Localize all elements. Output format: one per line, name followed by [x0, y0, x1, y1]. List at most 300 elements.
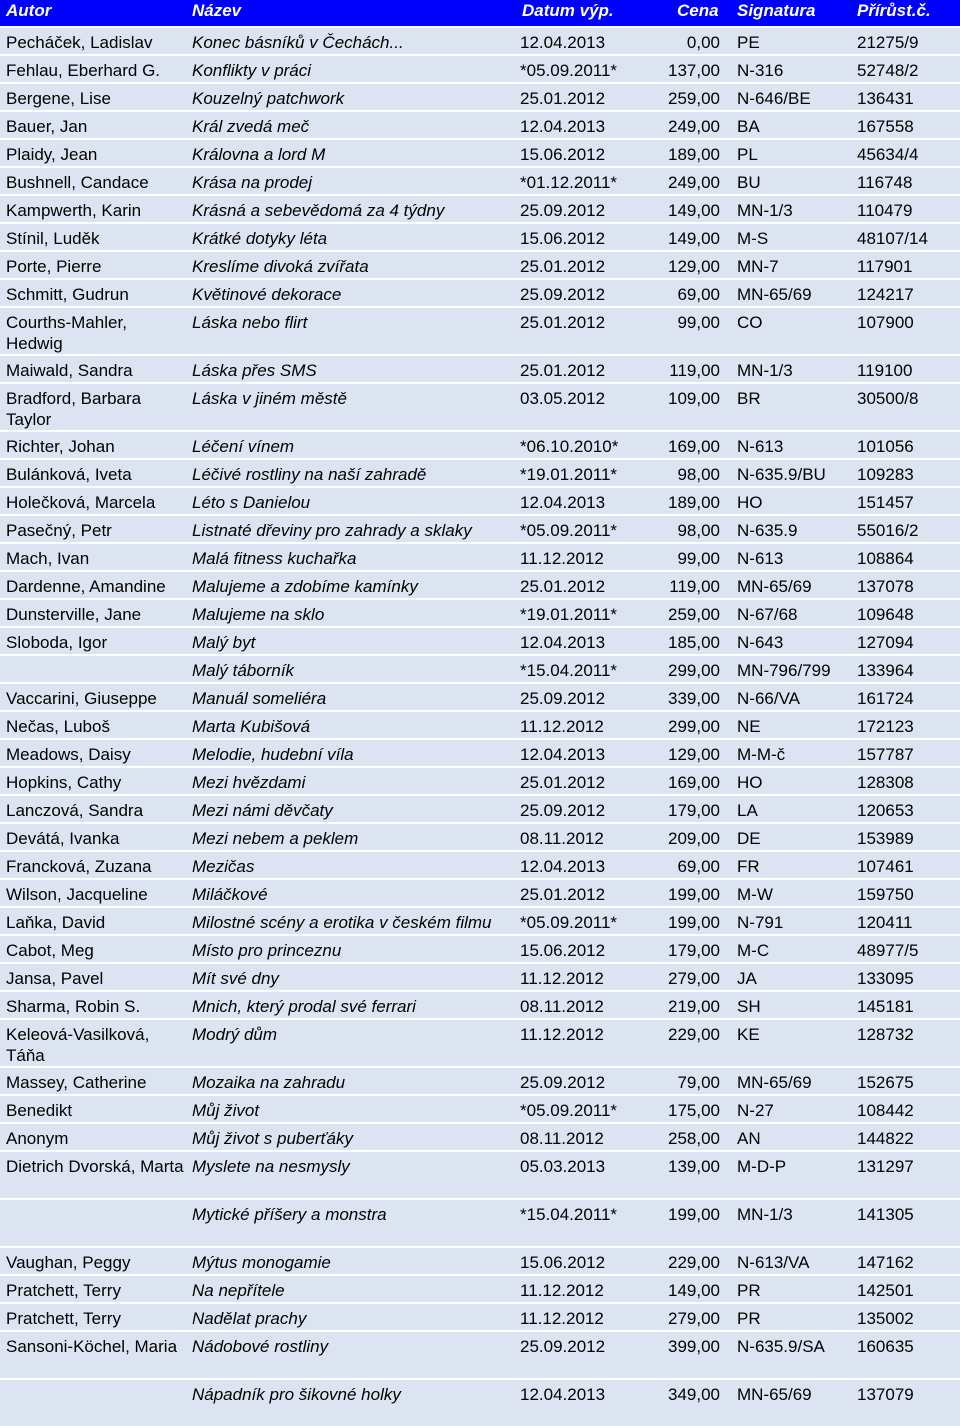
- header-author: Autor: [6, 1, 52, 20]
- date-cell: 25.09.2012: [520, 801, 606, 820]
- accession-cell: 145181: [857, 997, 914, 1016]
- date-cell: *05.09.2011*: [520, 1101, 618, 1120]
- signature-cell: SH: [737, 997, 761, 1016]
- signature-cell: N-643: [737, 633, 784, 652]
- title-cell: Myslete na nesmysly: [192, 1157, 350, 1176]
- author-cell: Massey, Catherine: [6, 1073, 147, 1092]
- title-cell: Mnich, který prodal své ferrari: [192, 997, 416, 1016]
- signature-cell: MN-1/3: [737, 201, 793, 220]
- accession-cell: 48107/14: [857, 229, 928, 248]
- price-cell: 149,00: [668, 229, 720, 248]
- author-cell: Fehlau, Eberhard G.: [6, 61, 161, 80]
- price-cell: 149,00: [668, 201, 720, 220]
- date-cell: *19.01.2011*: [520, 605, 618, 624]
- date-cell: *15.04.2011*: [520, 661, 618, 680]
- price-cell: 349,00: [668, 1385, 720, 1404]
- date-cell: 12.04.2013: [520, 857, 606, 876]
- accession-cell: 135002: [857, 1309, 914, 1328]
- signature-cell: HO: [737, 493, 763, 512]
- table-row: [0, 544, 960, 570]
- price-cell: 185,00: [668, 633, 720, 652]
- accession-cell: 117901: [857, 257, 913, 276]
- title-cell: Malá fitness kuchařka: [192, 549, 357, 568]
- author-cell: Pratchett, Terry: [6, 1309, 121, 1328]
- date-cell: *19.01.2011*: [520, 465, 618, 484]
- date-cell: 25.09.2012: [520, 1073, 606, 1092]
- signature-cell: KE: [737, 1025, 760, 1044]
- signature-cell: FR: [737, 857, 760, 876]
- table-row: [0, 712, 960, 738]
- title-cell: Nadělat prachy: [192, 1309, 307, 1328]
- accession-cell: 160635: [857, 1337, 914, 1356]
- table-row: [0, 992, 960, 1018]
- price-cell: 189,00: [668, 493, 720, 512]
- accession-cell: 45634/4: [857, 145, 919, 164]
- price-cell: 279,00: [668, 969, 720, 988]
- table-row: [0, 1124, 960, 1150]
- date-cell: 12.04.2013: [520, 493, 606, 512]
- accession-cell: 153989: [857, 829, 914, 848]
- table-row: [0, 1276, 960, 1302]
- title-cell: Nápadník pro šikovné holky: [192, 1385, 401, 1404]
- table-row: [0, 572, 960, 598]
- title-cell: Král zvedá meč: [192, 117, 310, 136]
- date-cell: 11.12.2012: [520, 969, 604, 988]
- signature-cell: N-635.9/SA: [737, 1337, 825, 1356]
- signature-cell: NE: [737, 717, 761, 736]
- title-cell: Konec básníků v Čechách...: [192, 33, 404, 52]
- accession-cell: 137078: [857, 577, 914, 596]
- table-row: [0, 600, 960, 626]
- price-cell: 189,00: [668, 145, 720, 164]
- date-cell: 15.06.2012: [520, 145, 606, 164]
- price-cell: 129,00: [668, 745, 720, 764]
- title-cell: Marta Kubišová: [192, 717, 311, 736]
- author-cell: Bushnell, Candace: [6, 173, 149, 192]
- table-row: [0, 84, 960, 110]
- table-row: [0, 1020, 960, 1066]
- signature-cell: MN-1/3: [737, 361, 793, 380]
- signature-cell: PE: [737, 33, 760, 52]
- signature-cell: N-635.9/BU: [737, 465, 826, 484]
- accession-cell: 52748/2: [857, 61, 919, 80]
- price-cell: 98,00: [677, 465, 720, 484]
- table-row: [0, 964, 960, 990]
- accession-cell: 151457: [857, 493, 914, 512]
- signature-cell: DE: [737, 829, 761, 848]
- signature-cell: N-646/BE: [737, 89, 811, 108]
- table-row: [0, 1248, 960, 1274]
- signature-cell: M-M-č: [737, 745, 786, 764]
- title-cell: Krátké dotyky léta: [192, 229, 328, 248]
- author-cell: Keleová-Vasilková, Táňa: [6, 1025, 150, 1065]
- signature-cell: AN: [737, 1129, 761, 1148]
- price-cell: 169,00: [668, 773, 720, 792]
- price-cell: 79,00: [677, 1073, 720, 1092]
- accession-cell: 147162: [857, 1253, 914, 1272]
- title-cell: Láska v jiném městě: [192, 389, 347, 408]
- title-cell: Léčení vínem: [192, 437, 295, 456]
- title-cell: Mít své dny: [192, 969, 279, 988]
- accession-cell: 167558: [857, 117, 914, 136]
- title-cell: Květinové dekorace: [192, 285, 342, 304]
- accession-cell: 124217: [857, 285, 914, 304]
- title-cell: Kouzelný patchwork: [192, 89, 345, 108]
- date-cell: 11.12.2012: [520, 1281, 604, 1300]
- table-row: [0, 516, 960, 542]
- title-cell: Mýtus monogamie: [192, 1253, 331, 1272]
- price-cell: 259,00: [668, 89, 720, 108]
- title-cell: Láska nebo flirt: [192, 313, 308, 332]
- author-cell: Meadows, Daisy: [6, 745, 131, 764]
- accession-cell: 107900: [857, 313, 914, 332]
- table-row: [0, 796, 960, 822]
- signature-cell: N-613: [737, 437, 784, 456]
- author-cell: Nečas, Luboš: [6, 717, 110, 736]
- price-cell: 229,00: [668, 1025, 720, 1044]
- table-row: [0, 1332, 960, 1378]
- table-row: [0, 824, 960, 850]
- accession-cell: 144822: [857, 1129, 914, 1148]
- accession-cell: 137079: [857, 1385, 914, 1404]
- price-cell: 399,00: [668, 1337, 720, 1356]
- price-cell: 137,00: [668, 61, 720, 80]
- table-header: [0, 0, 960, 26]
- author-cell: Benedikt: [6, 1101, 73, 1120]
- price-cell: 199,00: [668, 1205, 720, 1224]
- author-cell: Bauer, Jan: [6, 117, 88, 136]
- header-date: Datum výp.: [522, 1, 614, 20]
- author-cell: Kampwerth, Karin: [6, 201, 142, 220]
- date-cell: 25.01.2012: [520, 577, 606, 596]
- date-cell: 15.06.2012: [520, 941, 606, 960]
- price-cell: 279,00: [668, 1309, 720, 1328]
- title-cell: Krásná a sebevědomá za 4 týdny: [192, 201, 445, 220]
- accession-cell: 152675: [857, 1073, 914, 1092]
- date-cell: 25.01.2012: [520, 773, 606, 792]
- date-cell: 25.01.2012: [520, 361, 606, 380]
- price-cell: 339,00: [668, 689, 720, 708]
- table-row: [0, 656, 960, 682]
- price-cell: 129,00: [668, 257, 720, 276]
- date-cell: 12.04.2013: [520, 1385, 606, 1404]
- table-row: [0, 56, 960, 82]
- signature-cell: N-67/68: [737, 605, 798, 624]
- table-row: [0, 936, 960, 962]
- price-cell: 209,00: [668, 829, 720, 848]
- date-cell: 03.05.2012: [520, 389, 606, 408]
- table-row: [0, 308, 960, 354]
- accession-cell: 127094: [857, 633, 914, 652]
- accession-cell: 142501: [857, 1281, 914, 1300]
- accession-cell: 128308: [857, 773, 914, 792]
- price-cell: 69,00: [677, 285, 720, 304]
- table-row: [0, 112, 960, 138]
- accession-cell: 133095: [857, 969, 914, 988]
- signature-cell: HO: [737, 773, 763, 792]
- accession-cell: 110479: [857, 201, 913, 220]
- author-cell: Francková, Zuzana: [6, 857, 152, 876]
- price-cell: 175,00: [668, 1101, 720, 1120]
- signature-cell: MN-65/69: [737, 577, 812, 596]
- table-row: [0, 28, 960, 54]
- title-cell: Manuál someliéra: [192, 689, 327, 708]
- author-cell: Devátá, Ivanka: [6, 829, 120, 848]
- title-cell: Kreslíme divoká zvířata: [192, 257, 369, 276]
- accession-cell: 159750: [857, 885, 914, 904]
- price-cell: 249,00: [668, 117, 720, 136]
- signature-cell: M-D-P: [737, 1157, 787, 1176]
- accession-cell: 107461: [857, 857, 914, 876]
- signature-cell: LA: [737, 801, 758, 820]
- title-cell: Mytické příšery a monstra: [192, 1205, 387, 1224]
- accession-cell: 109648: [857, 605, 914, 624]
- author-cell: Jansa, Pavel: [6, 969, 104, 988]
- date-cell: 25.01.2012: [520, 89, 606, 108]
- accession-cell: 48977/5: [857, 941, 919, 960]
- accession-cell: 119100: [857, 361, 913, 380]
- signature-cell: PR: [737, 1281, 761, 1300]
- date-cell: 15.06.2012: [520, 229, 606, 248]
- table-row: [0, 880, 960, 906]
- accession-cell: 108442: [857, 1101, 914, 1120]
- signature-cell: N-613: [737, 549, 784, 568]
- price-cell: 299,00: [668, 661, 720, 680]
- price-cell: 99,00: [677, 313, 720, 332]
- price-cell: 99,00: [677, 549, 720, 568]
- title-cell: Léčivé rostliny na naší zahradě: [192, 465, 427, 484]
- title-cell: Malujeme na sklo: [192, 605, 325, 624]
- table-row: [0, 488, 960, 514]
- title-cell: Mezi nebem a peklem: [192, 829, 359, 848]
- price-cell: 119,00: [669, 577, 720, 596]
- price-cell: 199,00: [668, 913, 720, 932]
- author-cell: Vaccarini, Giuseppe: [6, 689, 157, 708]
- date-cell: 25.01.2012: [520, 313, 606, 332]
- date-cell: 11.12.2012: [520, 1309, 604, 1328]
- accession-cell: 101056: [857, 437, 914, 456]
- accession-cell: 55016/2: [857, 521, 919, 540]
- date-cell: 12.04.2013: [520, 33, 606, 52]
- author-cell: Richter, Johan: [6, 437, 115, 456]
- signature-cell: BR: [737, 389, 761, 408]
- signature-cell: N-66/VA: [737, 689, 800, 708]
- date-cell: *15.04.2011*: [520, 1205, 618, 1224]
- signature-cell: N-635.9: [737, 521, 798, 540]
- accession-cell: 21275/9: [857, 33, 919, 52]
- date-cell: 08.11.2012: [520, 829, 604, 848]
- title-cell: Na nepřítele: [192, 1281, 285, 1300]
- table-row: [0, 768, 960, 794]
- date-cell: *05.09.2011*: [520, 913, 618, 932]
- price-cell: 98,00: [677, 521, 720, 540]
- author-cell: Mach, Ivan: [6, 549, 90, 568]
- price-cell: 199,00: [668, 885, 720, 904]
- date-cell: 11.12.2012: [520, 549, 604, 568]
- table-row: [0, 852, 960, 878]
- author-cell: Cabot, Meg: [6, 941, 94, 960]
- accession-cell: 108864: [857, 549, 914, 568]
- accession-cell: 172123: [857, 717, 914, 736]
- table-row: [0, 224, 960, 250]
- signature-cell: M-S: [737, 229, 769, 248]
- date-cell: 25.09.2012: [520, 201, 606, 220]
- table-row: [0, 908, 960, 934]
- table-row: [0, 252, 960, 278]
- title-cell: Modrý dům: [192, 1025, 278, 1044]
- author-cell: Pecháček, Ladislav: [6, 33, 153, 52]
- table-row: [0, 384, 960, 430]
- signature-cell: MN-7: [737, 257, 779, 276]
- title-cell: Mozaika na zahradu: [192, 1073, 346, 1092]
- price-cell: 258,00: [668, 1129, 720, 1148]
- accession-cell: 120411: [857, 913, 913, 932]
- table-row: [0, 628, 960, 654]
- date-cell: 12.04.2013: [520, 117, 606, 136]
- header-title: Název: [192, 1, 242, 20]
- table-row: [0, 1068, 960, 1094]
- author-cell: Laňka, David: [6, 913, 106, 932]
- header-price: Cena: [677, 1, 719, 20]
- price-cell: 299,00: [668, 717, 720, 736]
- author-cell: Plaidy, Jean: [6, 145, 98, 164]
- signature-cell: MN-1/3: [737, 1205, 793, 1224]
- table-row: [0, 684, 960, 710]
- date-cell: 08.11.2012: [520, 1129, 604, 1148]
- accession-cell: 133964: [857, 661, 914, 680]
- signature-cell: N-27: [737, 1101, 774, 1120]
- title-cell: Milostné scény a erotika v českém filmu: [192, 913, 492, 932]
- table-row: [0, 460, 960, 486]
- date-cell: 25.01.2012: [520, 885, 606, 904]
- accession-cell: 30500/8: [857, 389, 919, 408]
- signature-cell: CO: [737, 313, 763, 332]
- table-row: [0, 1152, 960, 1198]
- accession-cell: 120653: [857, 801, 914, 820]
- price-cell: 149,00: [668, 1281, 720, 1300]
- date-cell: 15.06.2012: [520, 1253, 606, 1272]
- table-row: [0, 356, 960, 382]
- price-cell: 259,00: [668, 605, 720, 624]
- signature-cell: N-791: [737, 913, 784, 932]
- title-cell: Můj život: [192, 1101, 260, 1120]
- signature-cell: MN-65/69: [737, 1385, 812, 1404]
- date-cell: 25.09.2012: [520, 285, 606, 304]
- author-cell: Sharma, Robin S.: [6, 997, 141, 1016]
- price-cell: 69,00: [677, 857, 720, 876]
- accession-cell: 131297: [857, 1157, 914, 1176]
- author-cell: Dunsterville, Jane: [6, 605, 142, 624]
- signature-cell: PL: [737, 145, 758, 164]
- title-cell: Malujeme a zdobíme kamínky: [192, 577, 418, 596]
- date-cell: 12.04.2013: [520, 745, 606, 764]
- signature-cell: MN-796/799: [737, 661, 831, 680]
- title-cell: Mezičas: [192, 857, 255, 876]
- author-cell: Bradford, Barbara Taylor: [6, 389, 142, 429]
- price-cell: 109,00: [668, 389, 720, 408]
- table-row: [0, 432, 960, 458]
- table-row: [0, 280, 960, 306]
- signature-cell: M-W: [737, 885, 773, 904]
- accession-cell: 128732: [857, 1025, 914, 1044]
- table-row: [0, 1200, 960, 1246]
- title-cell: Konflikty v práci: [192, 61, 312, 80]
- date-cell: 25.01.2012: [520, 257, 606, 276]
- title-cell: Léto s Danielou: [192, 493, 311, 512]
- author-cell: Sansoni-Köchel, Maria: [6, 1337, 178, 1356]
- author-cell: Bulánková, Iveta: [6, 465, 132, 484]
- title-cell: Miláčkové: [192, 885, 268, 904]
- date-cell: 12.04.2013: [520, 633, 606, 652]
- date-cell: 25.09.2012: [520, 689, 606, 708]
- title-cell: Nádobové rostliny: [192, 1337, 329, 1356]
- author-cell: Pasečný, Petr: [6, 521, 112, 540]
- date-cell: *05.09.2011*: [520, 61, 618, 80]
- price-cell: 219,00: [668, 997, 720, 1016]
- accession-cell: 161724: [857, 689, 914, 708]
- price-cell: 229,00: [668, 1253, 720, 1272]
- header-accession: Přírůst.č.: [857, 1, 931, 20]
- title-cell: Melodie, hudební víla: [192, 745, 354, 764]
- price-cell: 0,00: [686, 33, 720, 52]
- date-cell: 08.11.2012: [520, 997, 604, 1016]
- author-cell: Porte, Pierre: [6, 257, 102, 276]
- author-cell: Sloboda, Igor: [6, 633, 108, 652]
- title-cell: Listnaté dřeviny pro zahrady a sklaky: [192, 521, 472, 540]
- price-cell: 139,00: [668, 1157, 720, 1176]
- accession-cell: 157787: [857, 745, 914, 764]
- author-cell: Courths-Mahler, Hedwig: [6, 313, 127, 353]
- signature-cell: JA: [737, 969, 757, 988]
- author-cell: Hopkins, Cathy: [6, 773, 122, 792]
- author-cell: Holečková, Marcela: [6, 493, 156, 512]
- signature-cell: N-316: [737, 61, 784, 80]
- signature-cell: MN-65/69: [737, 1073, 812, 1092]
- table-row: [0, 140, 960, 166]
- table-row: [0, 740, 960, 766]
- title-cell: Láska přes SMS: [192, 361, 317, 380]
- signature-cell: BU: [737, 173, 761, 192]
- title-cell: Malý byt: [192, 633, 256, 652]
- signature-cell: BA: [737, 117, 760, 136]
- signature-cell: M-C: [737, 941, 770, 960]
- signature-cell: N-613/VA: [737, 1253, 810, 1272]
- price-cell: 249,00: [668, 173, 720, 192]
- table-row: [0, 1380, 960, 1426]
- title-cell: Můj život s puberťáky: [192, 1129, 353, 1148]
- author-cell: Stínil, Luděk: [6, 229, 100, 248]
- date-cell: *01.12.2011*: [520, 173, 618, 192]
- table-row: [0, 168, 960, 194]
- author-cell: Wilson, Jacqueline: [6, 885, 148, 904]
- date-cell: 11.12.2012: [520, 717, 604, 736]
- price-cell: 119,00: [669, 361, 720, 380]
- title-cell: Krása na prodej: [192, 173, 313, 192]
- date-cell: 11.12.2012: [520, 1025, 604, 1044]
- title-cell: Mezi námi děvčaty: [192, 801, 333, 820]
- title-cell: Královna a lord M: [192, 145, 326, 164]
- table-row: [0, 1096, 960, 1122]
- price-cell: 179,00: [668, 801, 720, 820]
- author-cell: Schmitt, Gudrun: [6, 285, 129, 304]
- accession-cell: 136431: [857, 89, 914, 108]
- price-cell: 179,00: [668, 941, 720, 960]
- header-signature: Signatura: [737, 1, 816, 20]
- accession-cell: 141305: [857, 1205, 914, 1224]
- title-cell: Mezi hvězdami: [192, 773, 306, 792]
- accession-cell: 116748: [857, 173, 913, 192]
- date-cell: 05.03.2013: [520, 1157, 606, 1176]
